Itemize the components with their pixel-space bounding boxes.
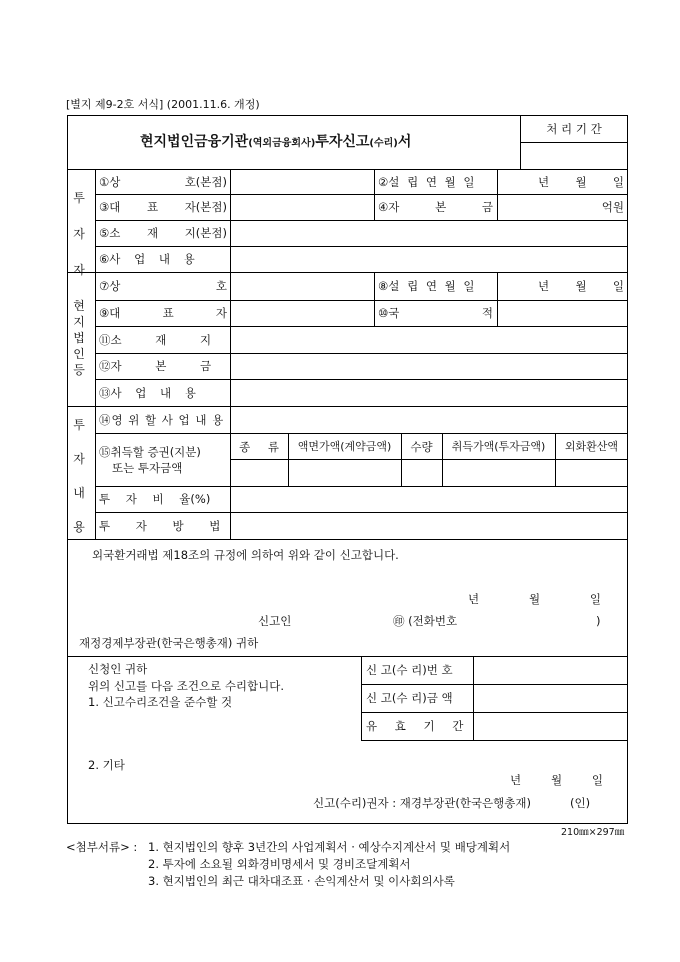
securities-acquisition-input[interactable] bbox=[443, 460, 554, 485]
acceptance-authority: 신고(수리)권자 : 재경부장관(한국은행총재) bbox=[313, 796, 531, 810]
investment-method-label: 투 자 방 법 bbox=[99, 519, 221, 533]
validity-period-input[interactable] bbox=[474, 713, 627, 739]
local-entity-section-label: 현 지 법 인 등 bbox=[73, 299, 85, 377]
local-nationality-input[interactable] bbox=[498, 301, 627, 325]
local-business-label: ⑬사 업 내 용 bbox=[99, 386, 196, 400]
phone-paren-close: ) bbox=[596, 614, 601, 628]
acceptance-amount-input[interactable] bbox=[474, 685, 627, 711]
attachment-item-2: 2. 투자에 소요될 외화경비명세서 및 경비조달계획서 bbox=[148, 857, 411, 871]
processing-period-value[interactable] bbox=[521, 143, 627, 168]
local-capital-label: ⑫자 본 금 bbox=[99, 359, 212, 373]
attachment-item-3: 3. 현지법인의 최근 대차대조표 · 손익계산서 및 이사회의사록 bbox=[148, 874, 455, 888]
local-representative-label: ⑨대 표 자 bbox=[99, 306, 227, 320]
investor-name-label: ①상 호(본점) bbox=[99, 175, 227, 189]
addressee: 재정경제부장관(한국은행총재) 귀하 bbox=[79, 636, 259, 650]
paper-size: 210㎜×297㎜ bbox=[561, 827, 625, 838]
acceptance-date[interactable]: 년 월 일 bbox=[510, 773, 603, 787]
form-number: [별지 제9-2호 서식] (2001.11.6. 개정) bbox=[66, 98, 260, 111]
investor-establish-date-label: ②설 립 연 월 일 bbox=[378, 175, 475, 189]
local-address-label: ⑪소 재 지 bbox=[99, 333, 212, 347]
authority-seal[interactable]: (인) bbox=[570, 796, 591, 810]
acceptance-condition-1: 1. 신고수리조건을 준수할 것 bbox=[88, 695, 233, 709]
investment-method-input[interactable] bbox=[231, 513, 627, 538]
local-address-input[interactable] bbox=[231, 327, 627, 352]
local-name-input[interactable] bbox=[231, 273, 373, 299]
local-representative-input[interactable] bbox=[231, 301, 373, 325]
col-type: 종 류 bbox=[239, 440, 279, 454]
investor-business-label: ⑥사 업 내 용 bbox=[99, 252, 195, 266]
investor-establish-date-value[interactable]: 년 월 일 bbox=[538, 175, 624, 189]
acceptance-amount-label: 신 고(수 리)금 액 bbox=[366, 691, 453, 705]
declarant-label: 신고인 bbox=[258, 614, 292, 628]
declaration-text: 외국환거래법 제18조의 규정에 의하여 위와 같이 신고합니다. bbox=[92, 548, 399, 562]
processing-period-label: 처 리 기 간 bbox=[546, 122, 602, 136]
investor-representative-label: ③대 표 자(본점) bbox=[99, 200, 227, 214]
planned-business-label: ⑭영 위 할 사 업 내 용 bbox=[99, 413, 225, 427]
attachments-label: <첨부서류> : bbox=[66, 840, 138, 854]
form-title: 현지법인금융기관(역외금융회사)투자신고(수리)서 bbox=[140, 134, 412, 150]
securities-quantity-input[interactable] bbox=[402, 460, 441, 485]
investor-business-input[interactable] bbox=[231, 247, 627, 271]
securities-type-input[interactable] bbox=[231, 460, 287, 485]
investor-section-label: 투 자 자 bbox=[73, 191, 85, 277]
acceptance-line2: 위의 신고를 다음 조건으로 수리합니다. bbox=[88, 679, 285, 693]
investor-address-input[interactable] bbox=[231, 221, 627, 245]
acceptance-number-input[interactable] bbox=[474, 657, 627, 683]
local-nationality-label: ⑩국 적 bbox=[378, 306, 493, 320]
local-capital-input[interactable] bbox=[231, 354, 627, 378]
acceptance-line1: 신청인 귀하 bbox=[88, 662, 148, 676]
col-acquisition-value: 취득가액(투자금액) bbox=[451, 440, 546, 453]
local-establish-date-value[interactable]: 년 월 일 bbox=[538, 279, 624, 293]
investor-capital-unit[interactable]: 억원 bbox=[601, 200, 624, 214]
securities-face-value-input[interactable] bbox=[289, 460, 400, 485]
acceptance-number-label: 신 고(수 리)번 호 bbox=[366, 663, 453, 677]
col-quantity: 수량 bbox=[410, 440, 433, 454]
col-face-value: 액면가액(계약금액) bbox=[297, 440, 392, 453]
investor-representative-input[interactable] bbox=[231, 195, 373, 219]
local-establish-date-label: ⑧설 립 연 월 일 bbox=[378, 279, 475, 293]
investment-ratio-input[interactable] bbox=[231, 487, 627, 511]
investor-address-label: ⑤소 재 지(본점) bbox=[99, 226, 227, 240]
securities-fx-input[interactable] bbox=[556, 460, 627, 485]
securities-label-line1: ⑮취득할 증권(지분) bbox=[99, 445, 201, 459]
declaration-date[interactable]: 년 월 일 bbox=[468, 592, 601, 606]
securities-label-line2: 또는 투자금액 bbox=[112, 461, 183, 475]
col-fx-converted: 외화환산액 bbox=[564, 440, 619, 453]
validity-period-label: 유 효 기 간 bbox=[366, 719, 464, 733]
investment-ratio-label: 투 자 비 율(%) bbox=[99, 492, 211, 506]
declarant-seal-phone[interactable]: ㊞ (전화번호 bbox=[393, 614, 458, 628]
local-name-label: ⑦상 호 bbox=[99, 279, 227, 293]
local-business-input[interactable] bbox=[231, 380, 627, 405]
investor-capital-label: ④자 본 금 bbox=[378, 200, 493, 214]
acceptance-condition-2: 2. 기타 bbox=[88, 758, 125, 772]
investment-section-label: 투 자 내 용 bbox=[73, 418, 85, 534]
planned-business-input[interactable] bbox=[231, 407, 627, 432]
attachment-item-1: 1. 현지법인의 향후 3년간의 사업계획서 · 예상수지계산서 및 배당계획서 bbox=[148, 840, 511, 854]
investor-name-input[interactable] bbox=[231, 170, 373, 193]
